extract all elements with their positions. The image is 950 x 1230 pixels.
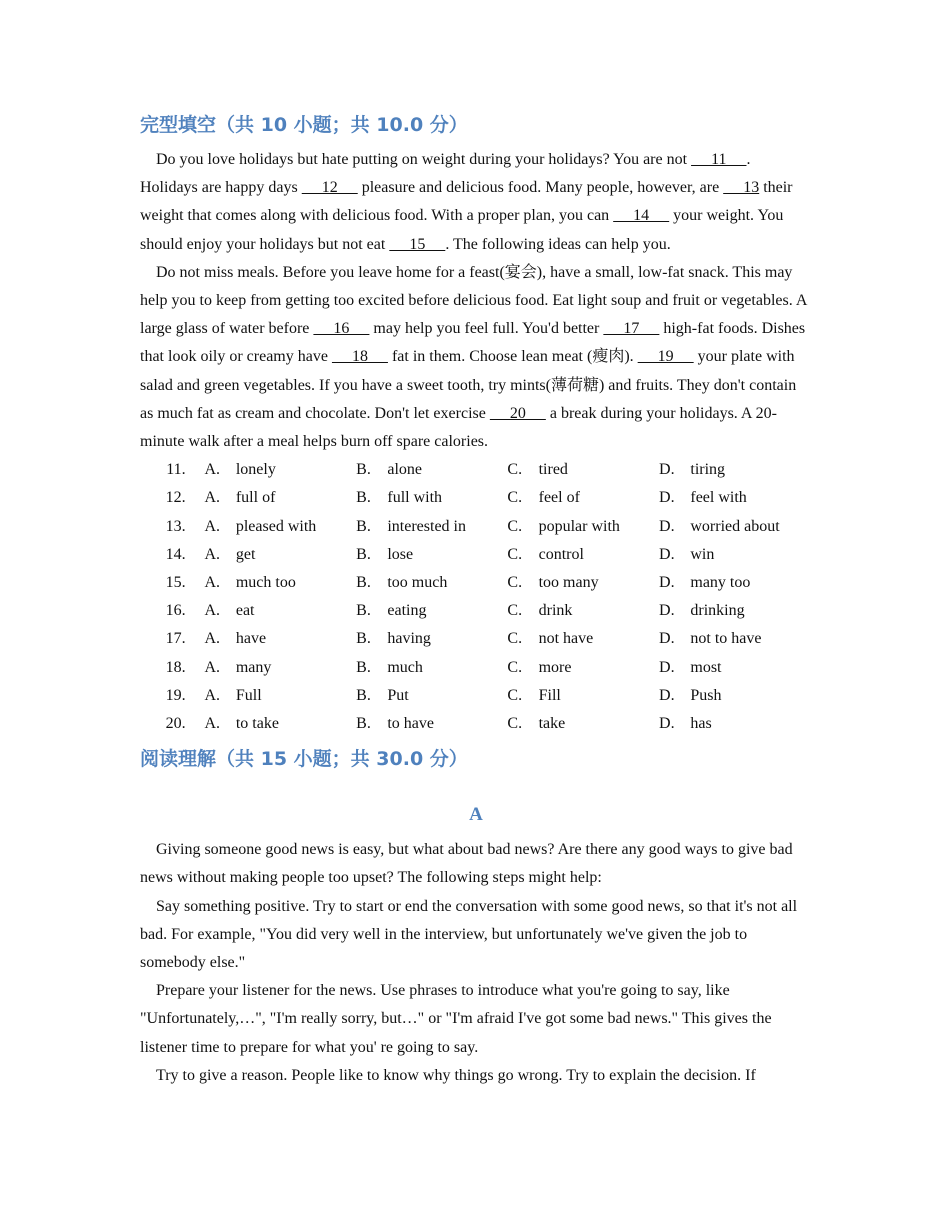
option-a: full of bbox=[235, 489, 276, 507]
option-b: too much bbox=[387, 574, 448, 592]
passage-title: A bbox=[469, 804, 483, 826]
paragraph-text: pleasure and delicious food. Many people, however, are bbox=[357, 179, 724, 197]
option-letter-a: A. bbox=[204, 715, 221, 733]
reading-paragraph-4: Try to give a reason. People like to know why things go wrong. Try to explain the decision. If bbox=[156, 1066, 756, 1084]
question-number: 12. bbox=[165, 489, 186, 507]
option-letter-d: D. bbox=[659, 489, 675, 507]
option-letter-b: B. bbox=[356, 461, 371, 479]
option-letter-a: A. bbox=[204, 630, 221, 648]
question-number: 14. bbox=[165, 545, 186, 563]
option-d: many too bbox=[690, 574, 751, 592]
option-letter-d: D. bbox=[659, 461, 675, 479]
paragraph-text: your plate with salad and green vegetables. If you have a sweet tooth, try mints(薄荷糖) and fruits. They don't contain as much fat as cream and chocolate. Don't let exercise bbox=[140, 348, 797, 422]
question-row-14 bbox=[140, 541, 812, 569]
option-a: lonely bbox=[235, 461, 276, 479]
option-d: most bbox=[690, 658, 722, 676]
option-letter-a: A. bbox=[204, 517, 221, 535]
option-c: Fill bbox=[538, 686, 561, 704]
option-b: interested in bbox=[387, 517, 466, 535]
option-c: drink bbox=[538, 602, 573, 620]
option-b: lose bbox=[387, 545, 414, 563]
option-letter-c: C. bbox=[507, 602, 523, 620]
option-d: not to have bbox=[690, 630, 762, 648]
question-number: 20. bbox=[165, 715, 186, 733]
paragraph-text: a break during your holidays. A 20-minute walk after a meal helps burn off spare calories. bbox=[140, 404, 777, 451]
question-number: 15. bbox=[165, 574, 186, 592]
paragraph-text: their weight that comes along with delicious food. With a proper plan, you can bbox=[140, 179, 793, 225]
blank-15: 15 bbox=[389, 235, 446, 253]
question-row-18 bbox=[140, 654, 812, 682]
option-letter-c: C. bbox=[507, 545, 523, 563]
option-letter-c: C. bbox=[507, 686, 523, 704]
option-letter-d: D. bbox=[659, 686, 675, 704]
reading-paragraph-2: Say something positive. Try to start or end the conversation with some good news, so that it's not all bad. For example, "You did very well in the interview, but unfortunately we've given the job to somebody else." bbox=[140, 897, 798, 972]
option-letter-a: A. bbox=[204, 489, 221, 507]
option-letter-c: C. bbox=[507, 658, 523, 676]
question-number: 17. bbox=[165, 630, 186, 648]
option-c: take bbox=[538, 715, 566, 733]
option-a: get bbox=[235, 545, 256, 563]
option-letter-b: B. bbox=[356, 630, 371, 648]
cloze-options-table bbox=[140, 456, 812, 738]
cloze-paragraph-1 bbox=[140, 146, 812, 259]
question-row-19 bbox=[140, 682, 812, 710]
option-d: Push bbox=[690, 686, 722, 704]
paragraph-text: high-fat foods. Dishes that look oily or creamy have bbox=[140, 320, 806, 366]
option-d: feel with bbox=[690, 489, 747, 507]
option-b: much bbox=[387, 658, 423, 676]
paragraph-text: Do you love holidays but hate putting on weight during your holidays? You are not bbox=[156, 151, 692, 168]
option-letter-a: A. bbox=[204, 574, 221, 592]
question-row-13 bbox=[140, 513, 812, 541]
reading-section-heading: 阅读理解（共 15 小题；共 30.0 分） bbox=[140, 748, 468, 771]
cloze-section-heading: 完型填空（共 10 小题；共 10.0 分） bbox=[140, 114, 468, 136]
blank-11: 11 bbox=[691, 151, 747, 168]
option-d: win bbox=[690, 545, 715, 563]
option-a: eat bbox=[235, 602, 255, 620]
blank-18: 18 bbox=[331, 348, 388, 366]
option-b: alone bbox=[387, 461, 423, 479]
option-d: tiring bbox=[690, 461, 726, 479]
paragraph-text: Do not miss meals. Before you leave home for a feast(宴会), have a small, low-fat snack. This may help you to keep from getting too excited before delicious food. Eat light soup and fruit or vegetables. A large glass of water before bbox=[140, 263, 807, 338]
option-a: to take bbox=[235, 715, 279, 733]
option-letter-b: B. bbox=[356, 517, 371, 535]
blank-14: 14 bbox=[613, 207, 670, 225]
option-c: too many bbox=[538, 574, 599, 592]
option-letter-d: D. bbox=[659, 715, 675, 733]
paragraph-text: your weight. You should enjoy your holidays but not eat bbox=[140, 207, 784, 253]
option-d: has bbox=[690, 715, 712, 733]
option-letter-a: A. bbox=[204, 461, 221, 479]
option-letter-b: B. bbox=[356, 715, 371, 733]
option-letter-d: D. bbox=[659, 602, 675, 620]
option-letter-a: A. bbox=[204, 658, 221, 676]
option-d: worried about bbox=[690, 517, 780, 535]
document-content bbox=[140, 110, 812, 1090]
option-letter-a: A. bbox=[204, 545, 221, 563]
option-letter-b: B. bbox=[356, 602, 371, 620]
blank-12: 12 bbox=[301, 179, 358, 197]
option-letter-c: C. bbox=[507, 574, 523, 592]
option-a: have bbox=[235, 630, 267, 648]
question-number: 13. bbox=[165, 517, 186, 535]
option-letter-d: D. bbox=[659, 545, 675, 563]
option-a: many bbox=[235, 658, 272, 676]
option-letter-c: C. bbox=[507, 630, 523, 648]
option-a: much too bbox=[235, 574, 296, 592]
option-b: eating bbox=[387, 602, 427, 620]
option-letter-d: D. bbox=[659, 658, 675, 676]
option-letter-c: C. bbox=[507, 461, 523, 479]
option-b: Put bbox=[387, 686, 409, 704]
question-row-11 bbox=[140, 456, 812, 484]
option-letter-c: C. bbox=[507, 489, 523, 507]
option-c: more bbox=[538, 658, 572, 676]
question-number: 19. bbox=[165, 686, 186, 704]
blank-13: 13 bbox=[723, 179, 760, 197]
option-b: to have bbox=[387, 715, 435, 733]
question-row-20 bbox=[140, 710, 812, 738]
question-row-16 bbox=[140, 597, 812, 625]
question-row-15 bbox=[140, 569, 812, 597]
option-a: Full bbox=[235, 686, 262, 704]
option-b: full with bbox=[387, 489, 443, 507]
question-row-12 bbox=[140, 484, 812, 512]
option-letter-c: C. bbox=[507, 517, 523, 535]
option-letter-b: B. bbox=[356, 489, 371, 507]
option-d: drinking bbox=[690, 602, 745, 620]
option-letter-d: D. bbox=[659, 517, 675, 535]
blank-17: 17 bbox=[603, 320, 660, 338]
question-number: 16. bbox=[165, 602, 186, 620]
blank-16: 16 bbox=[313, 320, 370, 338]
option-b: having bbox=[387, 630, 431, 648]
question-row-17 bbox=[140, 625, 812, 653]
question-number: 11. bbox=[166, 461, 186, 479]
blank-20: 20 bbox=[489, 404, 546, 422]
reading-paragraph-3: Prepare your listener for the news. Use phrases to introduce what you're going to say, like "Unfortunately,…", "I'm really sorry, but…" or "I'm afraid I've got some bad news." This gives the listener time to prepare for what you' re going to say. bbox=[140, 982, 772, 1056]
option-letter-a: A. bbox=[204, 602, 221, 620]
paragraph-text: may help you feel full. You'd better bbox=[369, 320, 604, 338]
option-letter-a: A. bbox=[204, 686, 221, 704]
option-letter-d: D. bbox=[659, 574, 675, 592]
option-letter-b: B. bbox=[356, 658, 371, 676]
cloze-paragraph-2 bbox=[140, 259, 812, 456]
option-c: feel of bbox=[538, 489, 580, 507]
option-letter-b: B. bbox=[356, 686, 371, 704]
paragraph-text: . The following ideas can help you. bbox=[445, 235, 671, 253]
option-letter-c: C. bbox=[507, 715, 523, 733]
option-letter-b: B. bbox=[356, 545, 371, 563]
option-letter-d: D. bbox=[659, 630, 675, 648]
paragraph-text: . Holidays are happy days bbox=[140, 151, 751, 197]
option-c: tired bbox=[538, 461, 568, 479]
paragraph-text: fat in them. Choose lean meat (瘦肉). bbox=[387, 348, 638, 366]
option-a: pleased with bbox=[235, 517, 317, 535]
option-letter-b: B. bbox=[356, 574, 371, 592]
question-number: 18. bbox=[165, 658, 186, 676]
reading-paragraph-1: Giving someone good news is easy, but what about bad news? Are there any good ways to give bad news without making people too upset? The following steps might help: bbox=[140, 841, 793, 887]
blank-19: 19 bbox=[637, 348, 694, 366]
option-c: control bbox=[538, 545, 584, 563]
option-c: popular with bbox=[538, 517, 620, 535]
option-c: not have bbox=[538, 630, 594, 648]
